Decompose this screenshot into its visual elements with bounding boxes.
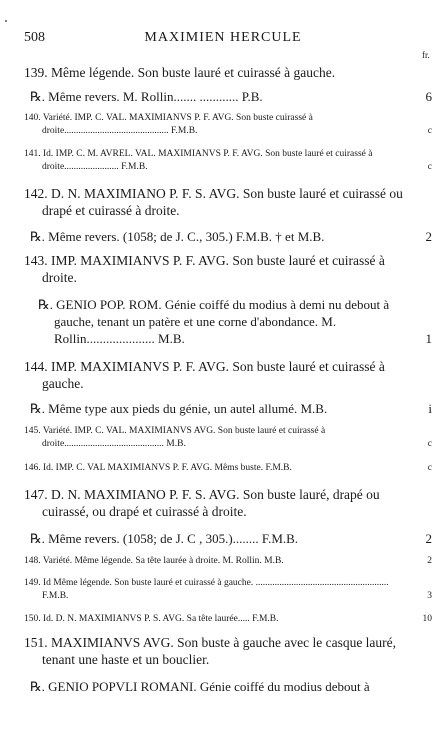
entry-140: 140. Variété. IMP. C. VAL. MAXIMIANVS P. F. AVG. Son buste cuirassé à droite............................................ F.M.B. <box>24 113 313 136</box>
rarity-141: c <box>427 162 432 172</box>
entry-145: 145. Variété. IMP. C. VAL. MAXIMIANVS AVG. Son buste lauré et cuirassé à droite.......................................... M.B. <box>24 426 326 449</box>
entry-147-reverse: ℞. Même revers. (1058; de J. C , 305.)........ F.M.B. <box>30 531 299 546</box>
rarity-148: 2 <box>427 556 432 566</box>
running-title: MAXIMIEN HERCULE <box>144 30 302 45</box>
entry-142-reverse: ℞. Même revers. (1058; de J. C., 305.) F.M.B. † et M.B. <box>30 229 325 244</box>
rarity-145: c <box>427 439 432 449</box>
rarity-147: 2 <box>425 531 432 546</box>
entry-139-reverse: ℞. Même revers. M. Rollin....... ............ P.B. <box>30 89 263 104</box>
rarity-139: 6 <box>425 89 432 104</box>
entry-151-reverse: ℞. GENIO POPVLI ROMANI. Génie coiffé du modius debout à <box>30 679 370 694</box>
entry-139: 139. Même légende. Son buste lauré et cuirassé à gauche. <box>24 65 336 80</box>
speck <box>5 20 7 22</box>
rarity-142: 2 <box>425 229 432 244</box>
entry-143: 143. IMP. MAXIMIANVS P. F. AVG. Son buste lauré et cuirassé à droite. <box>24 253 385 285</box>
entry-141: 141. Id. IMP. C. M. AVREL. VAL. MAXIMIANVS P. F. AVG. Son buste lauré et cuirassé à droite....................... F.M.B. <box>24 149 373 172</box>
entry-149: 149. Id Même légende. Son buste lauré et cuirassé à gauche. ........................................................ F.M.B. <box>24 578 389 601</box>
rarity-146: c <box>427 463 432 473</box>
rarity-150: 10 <box>422 614 432 624</box>
entry-144-reverse: ℞. Même type aux pieds du génie, un autel allumé. M.B. <box>30 401 328 416</box>
entry-143-reverse: ℞. GENIO POP. ROM. Génie coiffé du modius à demi nu debout à gauche, tenant un patère et une corne d'abondance. M. Rollin..................... M.B. <box>38 297 390 346</box>
rarity-143: 1 <box>425 331 432 346</box>
entry-151: 151. MAXIMIANVS AVG. Son buste à gauche avec le casque lauré, tenant une haste et un bouclier. <box>24 635 397 667</box>
column-label: fr. <box>422 50 430 60</box>
entry-148: 148. Variété. Même légende. Sa tête laurée à droite. M. Rollin. M.B. <box>24 556 284 566</box>
entry-147: 147. D. N. MAXIMIANO P. F. S. AVG. Son buste lauré, drapé ou cuirassé, ou drapé et cuirassé à droite. <box>24 487 380 519</box>
entry-144: 144. IMP. MAXIMIANVS P. F. AVG. Son buste lauré et cuirassé à gauche. <box>24 359 385 391</box>
entry-146: 146. Id. IMP. C. VAL MAXIMIANVS P. F. AVG. Mêms buste. F.M.B. <box>24 463 292 473</box>
rarity-140: c <box>427 126 432 136</box>
entry-150: 150. Id. D. N. MAXIMIANVS P. S. AVG. Sa tête laurée..... F.M.B. <box>24 614 279 624</box>
entry-142: 142. D. N. MAXIMIANO P. F. S. AVG. Son buste lauré et cuirassé ou drapé et cuirassé à droite. <box>24 186 403 218</box>
rarity-149: 3 <box>427 591 432 601</box>
page-number: 508 <box>24 30 45 45</box>
rarity-144: i <box>428 401 432 416</box>
